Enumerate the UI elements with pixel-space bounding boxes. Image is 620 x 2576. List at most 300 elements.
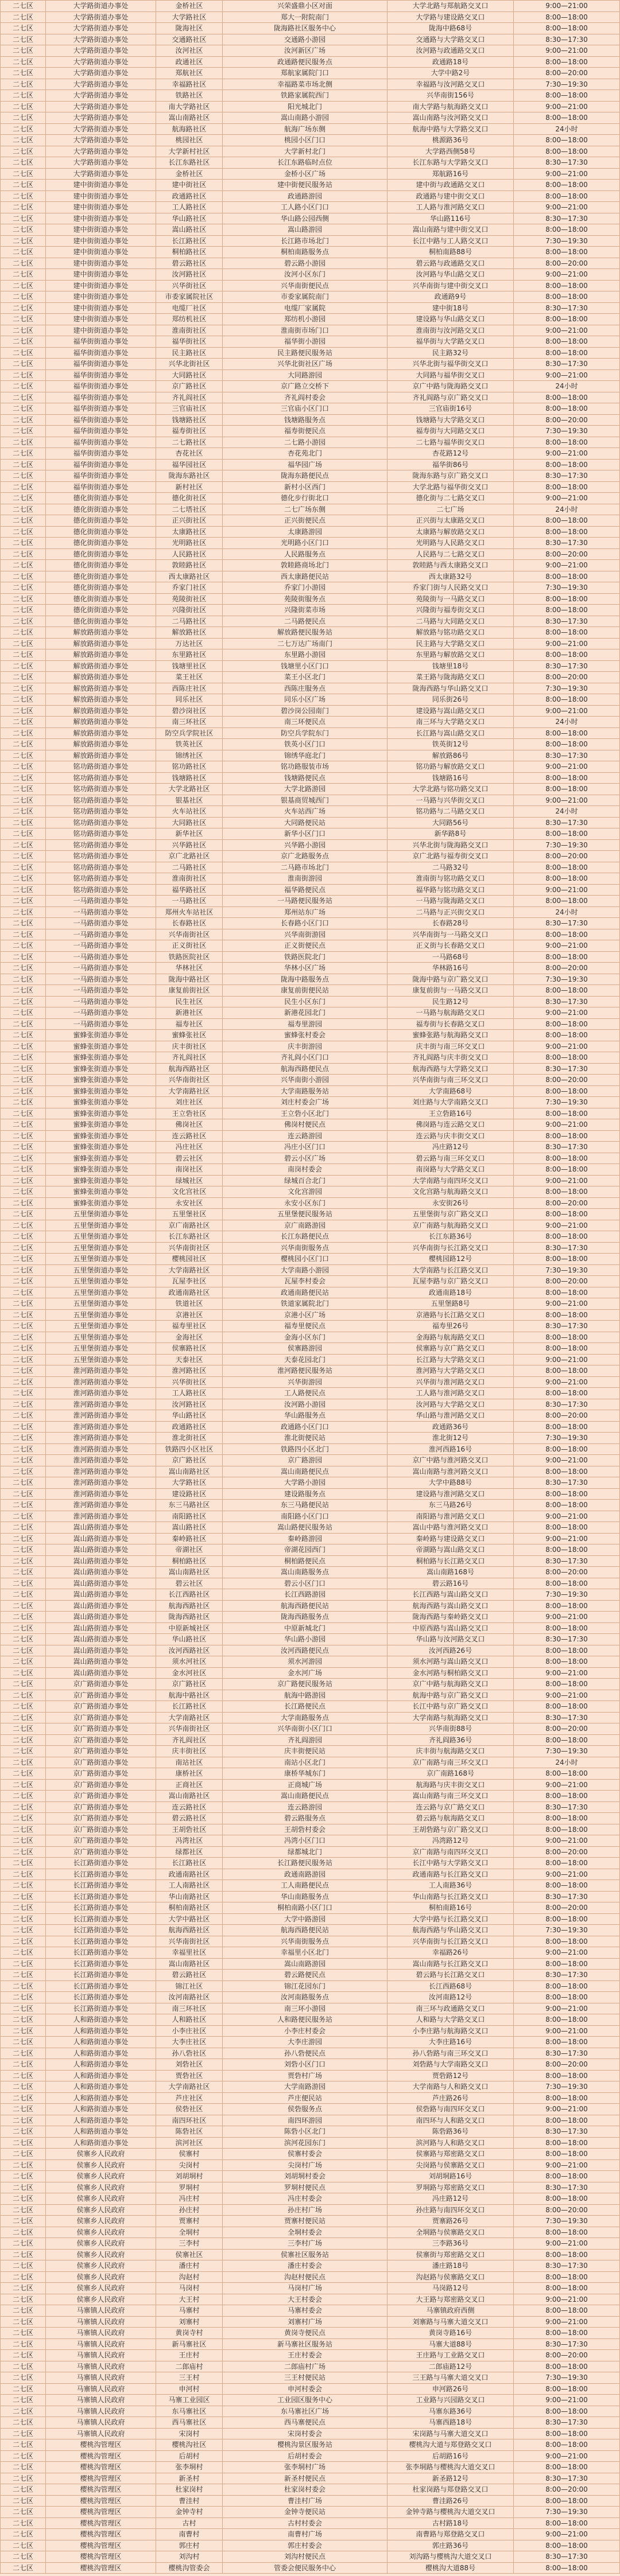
site-name-cell: 陇海东路便民点 (223, 470, 388, 481)
hours-cell: 8:00—18:00 (514, 1701, 620, 1712)
district-cell: 二七区 (0, 2182, 46, 2193)
community-cell: 太康路社区 (156, 527, 223, 538)
address-cell: 西太康路32号 (388, 571, 514, 582)
hours-cell: 8:00—18:00 (514, 1153, 620, 1164)
table-row (0, 985, 620, 997)
table-row (0, 639, 620, 650)
district-cell: 二七区 (0, 963, 46, 974)
table-row (0, 2496, 620, 2507)
community-cell: 南岗社区 (156, 1164, 223, 1175)
community-cell: 长江路社区 (156, 1701, 223, 1712)
table-row (0, 627, 620, 639)
district-cell: 二七区 (0, 806, 46, 817)
street-cell: 嵩山路街道办事处 (46, 1544, 156, 1555)
district-cell: 二七区 (0, 2115, 46, 2126)
site-name-cell: 宋岗村委会 (223, 2429, 388, 2439)
site-name-cell: 铁道家属院北门 (223, 1298, 388, 1309)
district-cell: 二七区 (0, 2071, 46, 2081)
address-cell: 汝河路与大学路交叉口 (388, 1399, 514, 1410)
district-cell: 二七区 (0, 2496, 46, 2507)
district-cell: 二七区 (0, 1556, 46, 1567)
site-name-cell: 二马路便民点 (223, 616, 388, 627)
community-cell: 乔家门社区 (156, 582, 223, 593)
district-cell: 二七区 (0, 1433, 46, 1443)
community-cell: 秦岭路社区 (156, 1534, 223, 1544)
hours-cell: 8:00—18:00 (514, 1030, 620, 1041)
district-cell: 二七区 (0, 940, 46, 951)
site-name-cell: 电缆厂家属院 (223, 303, 388, 314)
district-cell: 二七区 (0, 1466, 46, 1477)
table-row (0, 2305, 620, 2317)
address-cell: 马寨东路36号 (388, 2406, 514, 2417)
community-cell: 侯寨社区 (156, 2250, 223, 2260)
site-name-cell: 绿城百合北门 (223, 1176, 388, 1186)
district-cell: 二七区 (0, 448, 46, 459)
address-cell: 一马路与兴华街交叉口 (388, 795, 514, 806)
table-row (0, 1892, 620, 1903)
hours-cell: 24小时 (514, 1757, 620, 1768)
site-name-cell: 建中街便民服务站 (223, 180, 388, 190)
hours-cell: 8:00—18:00 (514, 12, 620, 23)
district-cell: 二七区 (0, 12, 46, 23)
address-cell: 二郎庙路12号 (388, 2361, 514, 2372)
hours-cell: 8:00—18:00 (514, 1824, 620, 1835)
community-cell: 金水河社区 (156, 1668, 223, 1679)
site-name-cell: 一马路便民服务站 (223, 896, 388, 906)
site-name-cell: 芦庄便民站 (223, 2093, 388, 2104)
street-cell: 侯寨乡人民政府 (46, 2260, 156, 2271)
district-cell: 二七区 (0, 1064, 46, 1075)
address-cell: 永安街26号 (388, 1198, 514, 1209)
community-cell: 南四环社区 (156, 2115, 223, 2126)
table-row (0, 1522, 620, 1534)
table-row (0, 694, 620, 706)
street-cell: 德化街街道办事处 (46, 504, 156, 515)
address-cell: 南岗路与大学路交叉口 (388, 1164, 514, 1175)
site-name-cell: 新华小区门口 (223, 828, 388, 839)
street-cell: 人和路街道办事处 (46, 2126, 156, 2137)
hours-cell: 8:00—18:00 (514, 1914, 620, 1925)
address-cell: 大学南路与长江路交叉口 (388, 1265, 514, 1276)
site-name-cell: 嵩山南路游园 (223, 1959, 388, 1970)
address-cell: 马寨大道88号 (388, 2339, 514, 2350)
district-cell: 二七区 (0, 1612, 46, 1622)
community-cell: 冯庄村 (156, 2193, 223, 2204)
site-name-cell: 侯寨路游园 (223, 1343, 388, 1354)
hours-cell: 8:00—18:00 (514, 594, 620, 605)
address-cell: 福华街86号 (388, 460, 514, 470)
hours-cell: 8:00—18:00 (514, 460, 620, 470)
table-row (0, 336, 620, 348)
address-cell: 后胡路16号 (388, 2451, 514, 2462)
hours-cell: 8:00—18:00 (514, 773, 620, 784)
table-row (0, 1723, 620, 1735)
site-name-cell: 德化步行街北口 (223, 493, 388, 504)
table-row (0, 348, 620, 359)
table-row (0, 370, 620, 382)
street-cell: 蜜蜂张街道办事处 (46, 1176, 156, 1186)
table-row (0, 1656, 620, 1668)
site-name-cell: 民生小区东门 (223, 997, 388, 1007)
hours-cell: 8:00—18:00 (514, 527, 620, 538)
hours-cell: 8:00—18:00 (514, 1254, 620, 1264)
hours-cell: 24小时 (514, 504, 620, 515)
address-cell: 贾寨路26号 (388, 2216, 514, 2227)
street-cell: 长江路街道办事处 (46, 1858, 156, 1869)
district-cell: 二七区 (0, 135, 46, 146)
site-name-cell: 东马寨社区广场 (223, 2406, 388, 2417)
site-name-cell: 金桥小区广场 (223, 169, 388, 180)
district-cell: 二七区 (0, 2439, 46, 2450)
district-cell: 二七区 (0, 616, 46, 627)
district-cell: 二七区 (0, 1052, 46, 1063)
address-cell: 庆丰街与南三环交叉口 (388, 1041, 514, 1052)
street-cell: 淮河路街道办事处 (46, 1511, 156, 1522)
street-cell: 嵩山路街道办事处 (46, 1589, 156, 1600)
address-cell: 曹洼路26号 (388, 2496, 514, 2507)
district-cell: 二七区 (0, 1131, 46, 1142)
street-cell: 德化街街道办事处 (46, 560, 156, 571)
address-cell: 古村路18号 (388, 2518, 514, 2529)
table-row (0, 683, 620, 695)
hours-cell: 9:00—21:00 (514, 639, 620, 649)
table-row (0, 2149, 620, 2160)
table-row (0, 952, 620, 963)
hours-cell: 8:00—18:00 (514, 571, 620, 582)
hours-cell: 8:00—18:00 (514, 146, 620, 157)
table-row (0, 1377, 620, 1388)
site-name-cell: 华山路服务点 (223, 1410, 388, 1421)
community-cell: 佛岗社区 (156, 1119, 223, 1130)
community-cell: 碧云社区 (156, 1578, 223, 1589)
hours-cell: 8:00—20:00 (514, 1075, 620, 1085)
table-row (0, 415, 620, 426)
table-row (0, 460, 620, 471)
community-cell: 新华社区 (156, 828, 223, 839)
street-cell: 蜜蜂张街道办事处 (46, 1052, 156, 1063)
table-row (0, 2160, 620, 2172)
table-row (0, 1231, 620, 1243)
site-name-cell: 京港小区广场 (223, 1310, 388, 1321)
district-cell: 二七区 (0, 1634, 46, 1645)
hours-cell: 8:00—18:00 (514, 314, 620, 325)
site-name-cell: 碧云路小游园 (223, 258, 388, 269)
district-cell: 二七区 (0, 538, 46, 548)
hours-cell: 8:00—18:00 (514, 135, 620, 146)
community-cell: 航海中路社区 (156, 1690, 223, 1701)
address-cell: 工人路与淮河路交叉口 (388, 202, 514, 213)
address-cell: 汝河南路12号 (388, 1992, 514, 2003)
table-row (0, 1298, 620, 1310)
table-row (0, 1365, 620, 1377)
street-cell: 马寨镇人民政府 (46, 2339, 156, 2350)
district-cell: 二七区 (0, 258, 46, 269)
site-name-cell: 金海小区东门 (223, 1332, 388, 1343)
district-cell: 二七区 (0, 426, 46, 437)
district-cell: 二七区 (0, 1992, 46, 2003)
table-row (0, 2003, 620, 2015)
table-row (0, 1735, 620, 1746)
hours-cell: 8:30—17:30 (514, 2473, 620, 2484)
district-cell: 二七区 (0, 549, 46, 560)
site-name-cell: 王庄村委会 (223, 2350, 388, 2361)
site-name-cell: 碧沙岗公园南门 (223, 706, 388, 717)
hours-cell: 8:30—17:30 (514, 1142, 620, 1153)
site-name-cell: 二七广场东侧 (223, 504, 388, 515)
community-cell: 航海西路社区 (156, 1925, 223, 1936)
table-row (0, 2439, 620, 2451)
community-cell: 德化街社区 (156, 493, 223, 504)
district-cell: 二七区 (0, 1780, 46, 1791)
table-row (0, 1287, 620, 1299)
hours-cell: 8:00—20:00 (514, 2484, 620, 2495)
hours-cell: 8:00—18:00 (514, 694, 620, 705)
address-cell: 汝河路与华山路交叉口 (388, 269, 514, 280)
district-cell: 二七区 (0, 1209, 46, 1220)
hours-cell: 7:30—19:30 (514, 974, 620, 985)
street-cell: 五里堡街道办事处 (46, 1254, 156, 1264)
district-cell: 二七区 (0, 1914, 46, 1925)
site-name-cell: 金钟寺便民站 (223, 2507, 388, 2517)
site-name-cell: 兴荣盛鼎小区对面 (223, 1, 388, 11)
address-cell: 政通路18号 (388, 57, 514, 68)
street-cell: 淮河路街道办事处 (46, 1466, 156, 1477)
community-cell: 万达社区 (156, 639, 223, 649)
table-row (0, 269, 620, 281)
address-cell: 刘寨路与马寨大道交叉口 (388, 2317, 514, 2328)
community-cell: 新村社区 (156, 482, 223, 493)
hours-cell: 8:00—20:00 (514, 68, 620, 79)
street-cell: 京广路街道办事处 (46, 1791, 156, 1801)
hours-cell: 8:00—18:00 (514, 2193, 620, 2204)
district-cell: 二七区 (0, 504, 46, 515)
street-cell: 五里堡街道办事处 (46, 1265, 156, 1276)
address-cell: 张李垌路与樱桃沟大道交叉口 (388, 2462, 514, 2473)
address-cell: 大学中路与长江路交叉口 (388, 1914, 514, 1925)
street-cell: 京广路街道办事处 (46, 1768, 156, 1779)
community-cell: 尖岗村 (156, 2160, 223, 2171)
table-row (0, 1925, 620, 1936)
community-cell: 齐礼阎社区 (156, 1735, 223, 1746)
street-cell: 解放路街道办事处 (46, 639, 156, 649)
district-cell: 二七区 (0, 1500, 46, 1511)
hours-cell: 8:00—18:00 (514, 348, 620, 359)
table-row (0, 1936, 620, 1948)
district-cell: 二七区 (0, 1164, 46, 1175)
table-row (0, 1477, 620, 1489)
address-cell: 二七广场 (388, 504, 514, 515)
street-cell: 蜜蜂张街道办事处 (46, 1186, 156, 1197)
street-cell: 铭功路街道办事处 (46, 761, 156, 772)
table-row (0, 706, 620, 717)
address-cell: 碧云路与南三环交叉口 (388, 1153, 514, 1164)
address-cell: 长江东路与大学路交叉口 (388, 157, 514, 168)
community-cell: 人和路社区 (156, 2014, 223, 2025)
address-cell: 南大学路与航海路交叉口 (388, 102, 514, 112)
site-name-cell: 二七路小游园 (223, 437, 388, 448)
hours-cell: 7:30—19:30 (514, 1097, 620, 1108)
address-cell: 大学中路88号 (388, 1477, 514, 1488)
street-cell: 马寨镇人民政府 (46, 2361, 156, 2372)
community-cell: 桐柏路社区 (156, 247, 223, 258)
site-name-cell: 二马路市场北门 (223, 862, 388, 873)
street-cell: 建中街街道办事处 (46, 236, 156, 247)
street-cell: 建中街街道办事处 (46, 314, 156, 325)
hours-cell: 7:30—19:30 (514, 840, 620, 851)
site-name-cell: 铁英小区门口 (223, 739, 388, 750)
address-cell: 大学南路与航海路交叉口 (388, 1713, 514, 1723)
hours-cell: 8:00—20:00 (514, 851, 620, 862)
site-name-cell: 大学南路小游园 (223, 1265, 388, 1276)
district-cell: 二七区 (0, 1410, 46, 1421)
street-cell: 五里堡街道办事处 (46, 1243, 156, 1254)
street-cell: 大学路街道办事处 (46, 169, 156, 180)
hours-cell: 8:00—18:00 (514, 1466, 620, 1477)
street-cell: 马寨镇人民政府 (46, 2372, 156, 2383)
table-row (0, 1254, 620, 1265)
district-cell: 二七区 (0, 1601, 46, 1612)
street-cell: 大学路街道办事处 (46, 135, 156, 146)
site-name-cell: 大学南路服务站 (223, 1086, 388, 1097)
table-row (0, 247, 620, 258)
address-cell: 刘沟路与樱桃沟大道交叉口 (388, 2551, 514, 2562)
table-row (0, 504, 620, 516)
site-name-cell: 郑大一附院南门 (223, 12, 388, 23)
address-cell: 敦睦路与西太康路交叉口 (388, 560, 514, 571)
address-cell: 帝湖路与嵩山路交叉口 (388, 1544, 514, 1555)
site-name-cell: 兴华南街便民点 (223, 281, 388, 291)
community-cell: 汝河社区 (156, 45, 223, 56)
table-row (0, 2238, 620, 2250)
district-cell: 二七区 (0, 1119, 46, 1130)
hours-cell: 8:00—18:00 (514, 828, 620, 839)
street-cell: 蜜蜂张街道办事处 (46, 1041, 156, 1052)
site-name-cell: 齐礼阎小区门口 (223, 1052, 388, 1063)
hours-cell: 24小时 (514, 907, 620, 918)
table-row (0, 157, 620, 169)
community-cell: 刘砦社区 (156, 2059, 223, 2070)
table-row (0, 2451, 620, 2462)
site-name-cell: 工人路小区门口 (223, 202, 388, 213)
site-name-cell: 京广路便民服务站 (223, 1679, 388, 1690)
site-name-cell: 三官庙小区门口 (223, 403, 388, 414)
community-cell: 兴华南街社区 (156, 1723, 223, 1734)
site-name-cell: 潘庄村委会 (223, 2260, 388, 2271)
address-cell: 连云路与京广路交叉口 (388, 1802, 514, 1813)
street-cell: 德化街街道办事处 (46, 582, 156, 593)
site-name-cell: 兴华街游园 (223, 1377, 388, 1388)
district-cell: 二七区 (0, 2529, 46, 2540)
street-cell: 樱桃沟管理区 (46, 2451, 156, 2462)
table-row (0, 12, 620, 24)
street-cell: 解放路街道办事处 (46, 694, 156, 705)
hours-cell: 7:30—19:30 (514, 1433, 620, 1443)
community-cell: 曹洼村 (156, 2496, 223, 2507)
address-cell: 航海西路与嵩山路交叉口 (388, 1601, 514, 1612)
street-cell: 解放路街道办事处 (46, 717, 156, 727)
community-cell: 樱桃园社区 (156, 1254, 223, 1264)
site-name-cell: 三王村便民站 (223, 2372, 388, 2383)
community-cell: 嵩山南路社区 (156, 1567, 223, 1578)
district-cell: 二七区 (0, 1936, 46, 1947)
address-cell: 解放路与铭功路交叉口 (388, 627, 514, 638)
hours-cell: 8:00—18:00 (514, 437, 620, 448)
street-cell: 一马路街道办事处 (46, 952, 156, 963)
table-row (0, 560, 620, 571)
community-cell: 须水河社区 (156, 1656, 223, 1667)
table-row (0, 2026, 620, 2037)
district-cell: 二七区 (0, 2193, 46, 2204)
community-cell: 工人路社区 (156, 1388, 223, 1399)
table-row (0, 2193, 620, 2205)
street-cell: 蜜蜂张街道办事处 (46, 1064, 156, 1075)
hours-cell: 8:00—18:00 (514, 1500, 620, 1511)
community-cell: 南大学路社区 (156, 102, 223, 112)
hours-cell: 8:30—17:30 (514, 538, 620, 548)
table-row (0, 45, 620, 57)
table-row (0, 403, 620, 415)
district-cell: 二七区 (0, 2171, 46, 2182)
address-cell: 庆丰街与航海路交叉口 (388, 1746, 514, 1757)
street-cell: 五里堡街道办事处 (46, 1220, 156, 1231)
district-cell: 二七区 (0, 2395, 46, 2406)
table-row (0, 2361, 620, 2373)
site-name-cell: 杜家岗村委会 (223, 2484, 388, 2495)
street-cell: 大学路街道办事处 (46, 90, 156, 101)
hours-cell: 8:30—17:30 (514, 997, 620, 1007)
street-cell: 人和路街道办事处 (46, 2071, 156, 2081)
street-cell: 京广路街道办事处 (46, 1679, 156, 1690)
site-name-cell: 大学南路游园 (223, 2081, 388, 2092)
district-cell: 二七区 (0, 2160, 46, 2171)
site-name-cell: 福寿里游园 (223, 1019, 388, 1030)
table-row (0, 2115, 620, 2127)
district-cell: 二七区 (0, 1, 46, 11)
community-cell: 碧云路社区 (156, 258, 223, 269)
hours-cell: 8:00—18:00 (514, 929, 620, 940)
site-name-cell: 解放路便民服务站 (223, 627, 388, 638)
community-cell: 兴华北街社区 (156, 359, 223, 369)
street-cell: 五里堡街道办事处 (46, 1276, 156, 1287)
table-row (0, 1007, 620, 1019)
community-cell: 齐礼阎社区 (156, 1052, 223, 1063)
street-cell: 解放路街道办事处 (46, 649, 156, 660)
community-cell: 文化宫社区 (156, 1186, 223, 1197)
community-cell: 黄岗寺村 (156, 2328, 223, 2338)
table-row (0, 1321, 620, 1332)
site-name-cell: 长江路市场北门 (223, 236, 388, 247)
street-cell: 嵩山路街道办事处 (46, 1534, 156, 1544)
hours-cell: 8:00—18:00 (514, 2272, 620, 2283)
address-cell: 碧云路16号 (388, 1578, 514, 1589)
community-cell: 刘沟村 (156, 2551, 223, 2562)
community-cell: 同乐社区 (156, 694, 223, 705)
community-cell: 碧云路社区 (156, 1813, 223, 1824)
address-cell: 工人南路36号 (388, 1880, 514, 1891)
address-cell: 冯庄路12号 (388, 2193, 514, 2204)
address-cell: 三官庙街16号 (388, 403, 514, 414)
community-cell: 华山路社区 (156, 213, 223, 224)
address-cell: 冯湾路12号 (388, 1835, 514, 1846)
district-cell: 二七区 (0, 1377, 46, 1388)
table-row (0, 381, 620, 392)
district-cell: 二七区 (0, 314, 46, 325)
address-cell: 淮南街与铭功路交叉口 (388, 873, 514, 884)
site-name-cell: 福寿街便民点 (223, 426, 388, 437)
district-cell: 二七区 (0, 57, 46, 68)
hours-cell: 8:30—17:30 (514, 303, 620, 314)
district-cell: 二七区 (0, 23, 46, 34)
